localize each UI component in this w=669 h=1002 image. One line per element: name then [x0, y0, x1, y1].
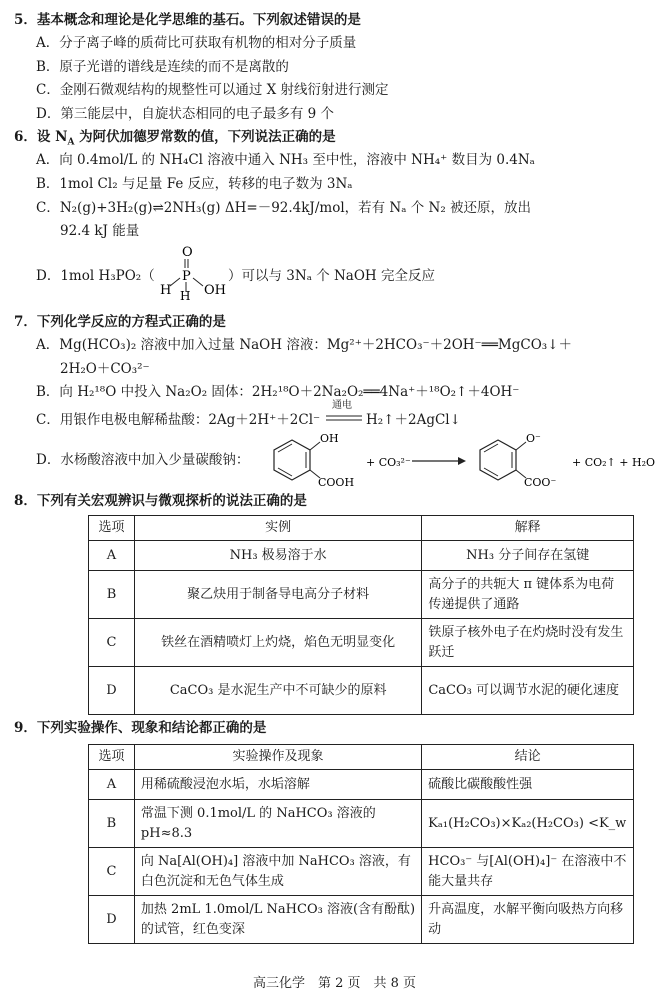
table-row	[89, 770, 634, 800]
q8-row-c-option: C	[89, 619, 135, 667]
q9-header-option: 选项	[89, 745, 135, 770]
q9-row-d-option: D	[89, 896, 135, 944]
q7-option-a-cont: 2H₂O＋CO₃²⁻	[60, 361, 150, 377]
q6-option-d-post: ）可以与 3Nₐ 个 NaOH 完全反应	[228, 268, 435, 284]
svg-text:OH: OH	[204, 283, 226, 298]
svg-text:P: P	[182, 269, 191, 284]
svg-text:H: H	[160, 283, 172, 298]
table-row	[89, 541, 634, 571]
q9-row-c-option: C	[89, 848, 135, 896]
q9-header-row	[89, 745, 634, 770]
q9-row-d-conclusion: 升高温度，水解平衡向吸热方向移动	[422, 896, 634, 944]
svg-text:H: H	[180, 289, 191, 300]
q8-row-d-example: CaCO₃ 是水泥生产中不可缺少的原料	[134, 667, 421, 715]
q6-option-b: B．1mol Cl₂ 与足量 Fe 反应，转移的电子数为 3Nₐ	[36, 176, 353, 192]
q6-option-c-cont: 92.4 kJ 能量	[60, 223, 140, 239]
q9-row-c-operation: 向 Na[Al(OH)₄] 溶液中加 NaHCO₃ 溶液，有白色沉淀和无色气体生成	[134, 848, 421, 896]
q7-stem: 7．下列化学反应的方程式正确的是	[14, 314, 226, 330]
svg-text:O: O	[182, 245, 193, 260]
salicylate-ring	[480, 440, 526, 480]
q6-option-a: A．向 0.4mol/L 的 NH₄Cl 溶液中通入 NH₃ 至中性，溶液中 NH₄⁺ 数目为 0.4Nₐ	[36, 152, 535, 168]
q7-c-condition: 通电	[332, 400, 352, 411]
q9-row-a-conclusion: 硫酸比碳酸酸性强	[422, 770, 634, 800]
q8-row-c-explanation: 铁原子核外电子在灼烧时没有发生跃迁	[422, 619, 634, 667]
q5-stem: 5．基本概念和理论是化学思维的基石。下列叙述错误的是	[14, 12, 361, 28]
q5-option-d: D．第三能层中，自旋状态相同的电子最多有 9 个	[36, 106, 334, 122]
q5-option-c: C．金刚石微观结构的规整性可以通过 X 射线衍射进行测定	[36, 82, 389, 98]
table-row	[89, 896, 634, 944]
table-row	[89, 619, 634, 667]
svg-text:OH: OH	[320, 432, 339, 445]
q6-option-d-pre: D．1mol H₃PO₂（	[36, 268, 155, 284]
q8-row-d-explanation: CaCO₃ 可以调节水泥的硬化速度	[422, 667, 634, 715]
q7-option-d: D．水杨酸溶液中加入少量碳酸钠：	[36, 452, 250, 468]
q8-row-c-example: 铁丝在酒精喷灯上灼烧，焰色无明显变化	[134, 619, 421, 667]
q8-table	[88, 515, 634, 715]
table-row	[89, 848, 634, 896]
q5-option-a: A．分子离子峰的质荷比可获取有机物的相对分子质量	[36, 35, 357, 51]
q8-row-a-example: NH₃ 极易溶于水	[134, 541, 421, 571]
q9-table	[88, 744, 634, 944]
q9-row-a-option: A	[89, 770, 135, 800]
q5-option-b: B．原子光谱的谱线是连续的而不是离散的	[36, 59, 289, 75]
q8-header-row	[89, 516, 634, 541]
q6-stem: 6．设 $N_A$ 为阿伏加德罗常数的值，下列说法正确的是	[14, 129, 336, 148]
page-footer: 高三化学 第 2 页 共 8 页	[252, 976, 417, 991]
table-row	[89, 571, 634, 619]
q9-row-c-conclusion: HCO₃⁻ 与[Al(OH)₄]⁻ 在溶液中不能大量共存	[422, 848, 634, 896]
q9-row-b-conclusion: Kₐ₁(H₂CO₃)×Kₐ₂(H₂CO₃) <K_w	[422, 800, 634, 848]
q9-stem: 9．下列实验操作、现象和结论都正确的是	[14, 720, 267, 736]
q7-option-a: A．Mg(HCO₃)₂ 溶液中加入过量 NaOH 溶液：Mg²⁺＋2HCO₃⁻＋2OH⁻══MgCO₃↓＋	[36, 337, 573, 353]
q8-row-b-example: 聚乙炔用于制备导电高分子材料	[134, 571, 421, 619]
q6-option-c: C．N₂(g)+3H₂(g)⇌2NH₃(g) ΔH=－92.4kJ/mol，若有 Nₐ 个 N₂ 被还原，放出	[36, 200, 532, 216]
svg-text:+ CO₃²⁻: + CO₃²⁻	[366, 456, 411, 469]
q8-header-example: 实例	[134, 516, 421, 541]
salicylic-reaction	[262, 428, 662, 488]
q8-row-a-option: A	[89, 541, 135, 571]
q8-row-b-explanation: 高分子的共轭大 π 键体系为电荷传递提供了通路	[422, 571, 634, 619]
table-row	[89, 667, 634, 715]
q9-row-a-operation: 用稀硫酸浸泡水垢，水垢溶解	[134, 770, 421, 800]
q9-header-operation: 实验操作及现象	[134, 745, 421, 770]
q9-row-b-operation: 常温下测 0.1mol/L 的 NaHCO₃ 溶液的 pH≈8.3	[134, 800, 421, 848]
q8-stem: 8．下列有关宏观辨识与微观探析的说法正确的是	[14, 493, 307, 509]
svg-text:+ CO₂↑ + H₂O: + CO₂↑ + H₂O	[572, 456, 656, 469]
q9-header-conclusion: 结论	[422, 745, 634, 770]
h3po2-structure	[158, 242, 228, 300]
q8-row-a-explanation: NH₃ 分子间存在氢键	[422, 541, 634, 571]
q7-option-b: B．向 H₂¹⁸O 中投入 Na₂O₂ 固体：2H₂¹⁸O＋2Na₂O₂══4Na⁺＋¹⁸O₂↑＋4OH⁻	[36, 384, 520, 400]
svg-text:COO⁻: COO⁻	[524, 476, 557, 488]
svg-text:O⁻: O⁻	[526, 432, 541, 445]
q8-row-d-option: D	[89, 667, 135, 715]
q7-c-double-bar	[326, 414, 364, 422]
q9-row-b-option: B	[89, 800, 135, 848]
svg-text:COOH: COOH	[318, 476, 355, 488]
table-row	[89, 800, 634, 848]
salicylic-acid-ring	[274, 440, 320, 480]
q8-row-b-option: B	[89, 571, 135, 619]
q7-option-c: C．用银作电极电解稀盐酸：2Ag＋2H⁺＋2Cl⁻	[36, 412, 321, 428]
q8-header-option: 选项	[89, 516, 135, 541]
q9-row-d-operation: 加热 2mL 1.0mol/L NaHCO₃ 溶液(含有酚酞)的试管，红色变深	[134, 896, 421, 944]
q7-option-c-tail: H₂↑＋2AgCl↓	[366, 412, 461, 428]
q8-header-explanation: 解释	[422, 516, 634, 541]
